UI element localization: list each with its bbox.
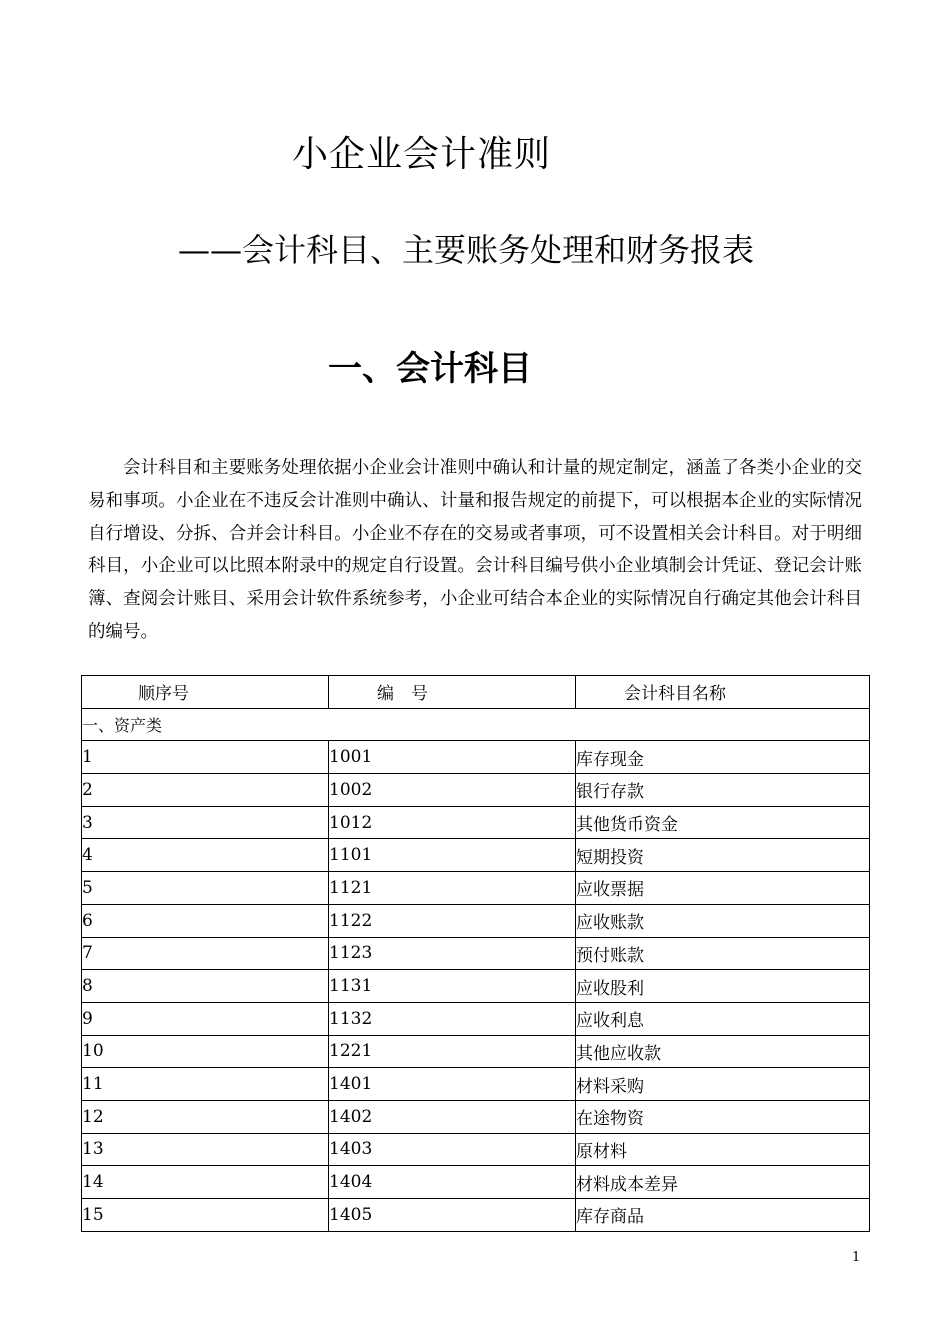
row-sequence: 12: [82, 1100, 329, 1133]
document-title: 小企业会计准则: [292, 134, 552, 175]
row-sequence: 11: [82, 1068, 329, 1101]
table-row: [82, 1068, 870, 1101]
row-code: 1402: [329, 1100, 576, 1133]
header-sequence: 顺序号: [82, 676, 329, 709]
row-code: 1101: [329, 839, 576, 872]
header-code: 编 号: [329, 676, 576, 709]
row-code: 1132: [329, 1002, 576, 1035]
table-row: [82, 1100, 870, 1133]
table-row: [82, 741, 870, 774]
page-number: 1: [852, 1250, 861, 1265]
row-account-name: 应收利息: [576, 1002, 870, 1035]
row-account-name: 应收票据: [576, 872, 870, 905]
row-code: 1001: [329, 741, 576, 774]
row-code: 1122: [329, 904, 576, 937]
row-account-name: 库存现金: [576, 741, 870, 774]
section-heading: 一、会计科目: [328, 349, 532, 389]
row-account-name: 银行存款: [576, 774, 870, 807]
row-account-name: 短期投资: [576, 839, 870, 872]
row-code: 1123: [329, 937, 576, 970]
row-account-name: 材料采购: [576, 1068, 870, 1101]
table-row: [82, 1002, 870, 1035]
accounts-table: [81, 675, 870, 1232]
row-code: 1131: [329, 970, 576, 1003]
row-sequence: 13: [82, 1133, 329, 1166]
row-sequence: 1: [82, 741, 329, 774]
row-account-name: 材料成本差异: [576, 1166, 870, 1199]
row-sequence: 2: [82, 774, 329, 807]
row-sequence: 14: [82, 1166, 329, 1199]
table-row: [82, 937, 870, 970]
row-code: 1221: [329, 1035, 576, 1068]
row-sequence: 7: [82, 937, 329, 970]
table-row: [82, 1133, 870, 1166]
row-sequence: 4: [82, 839, 329, 872]
row-account-name: 应收账款: [576, 904, 870, 937]
table-row: [82, 970, 870, 1003]
table-row: [82, 904, 870, 937]
document-subtitle: ——会计科目、主要账务处理和财务报表: [178, 231, 755, 269]
table-row: [82, 1199, 870, 1232]
category-row: [82, 708, 870, 741]
table-row: [82, 872, 870, 905]
row-account-name: 库存商品: [576, 1199, 870, 1232]
row-code: 1121: [329, 872, 576, 905]
row-sequence: 15: [82, 1199, 329, 1232]
table-row: [82, 839, 870, 872]
row-code: 1002: [329, 774, 576, 807]
row-sequence: 5: [82, 872, 329, 905]
row-sequence: 8: [82, 970, 329, 1003]
row-sequence: 3: [82, 806, 329, 839]
intro-paragraph: 会计科目和主要账务处理依据小企业会计准则中确认和计量的规定制定，涵盖了各类小企业的交易和事项。小企业在不违反会计准则中确认、计量和报告规定的前提下，可以根据本企业的实际情况自行增设、分拆、合并会计科目。小企业不存在的交易或者事项，可不设置相关会计科目。对于明细科目，小企业可以比照本附录中的规定自行设置。会计科目编号供小企业填制会计凭证、登记会计账簿、查阅会计账目、采用会计软件系统参考，小企业可结合本企业的实际情况自行确定其他会计科目的编号。: [88, 458, 862, 642]
row-code: 1012: [329, 806, 576, 839]
row-sequence: 10: [82, 1035, 329, 1068]
category-label: 一、资产类: [82, 708, 870, 741]
row-sequence: 6: [82, 904, 329, 937]
row-code: 1404: [329, 1166, 576, 1199]
row-sequence: 9: [82, 1002, 329, 1035]
row-account-name: 原材料: [576, 1133, 870, 1166]
row-account-name: 应收股利: [576, 970, 870, 1003]
row-account-name: 其他货币资金: [576, 806, 870, 839]
row-code: 1405: [329, 1199, 576, 1232]
table-row: [82, 1166, 870, 1199]
row-account-name: 预付账款: [576, 937, 870, 970]
table-row: [82, 806, 870, 839]
table-header-row: [82, 676, 870, 709]
row-code: 1403: [329, 1133, 576, 1166]
row-account-name: 其他应收款: [576, 1035, 870, 1068]
row-account-name: 在途物资: [576, 1100, 870, 1133]
row-code: 1401: [329, 1068, 576, 1101]
header-account-name: 会计科目名称: [576, 676, 870, 709]
table-row: [82, 1035, 870, 1068]
table-row: [82, 774, 870, 807]
